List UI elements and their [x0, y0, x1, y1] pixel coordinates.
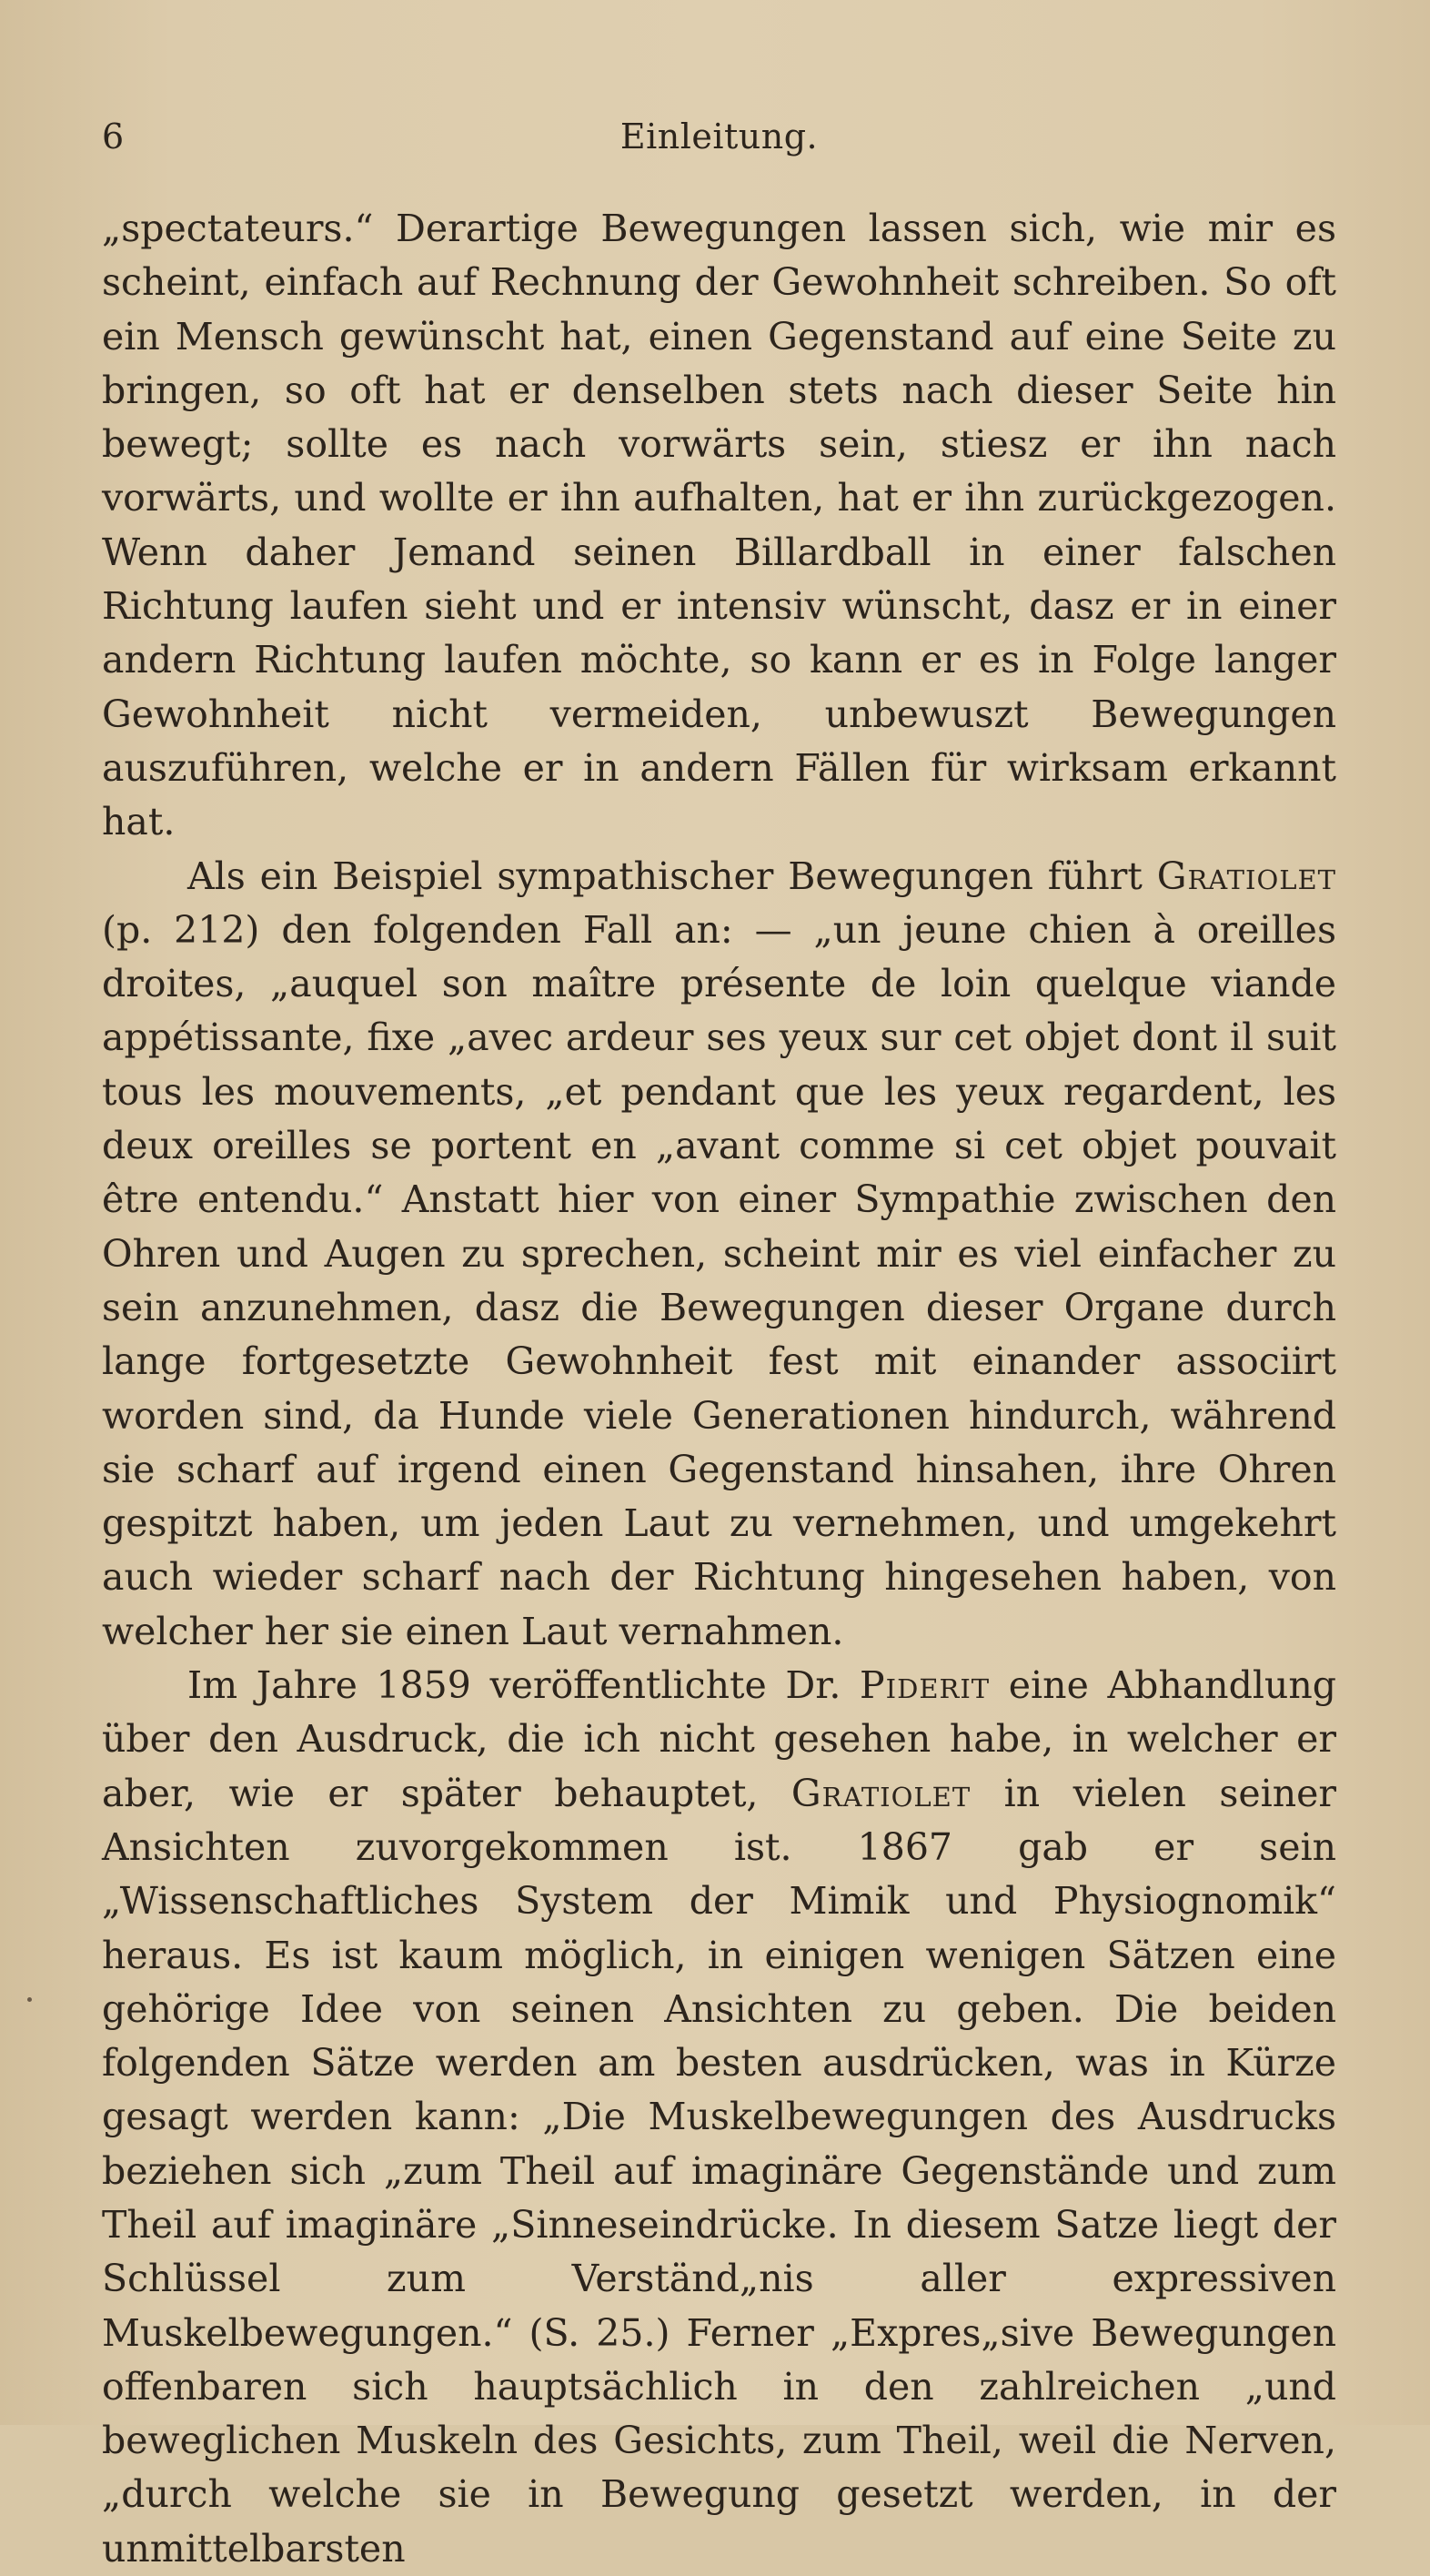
paragraph [102, 1659, 1336, 2576]
author-name: Piderit [860, 1663, 991, 1708]
author-name: Gratiolet [791, 1771, 972, 1815]
paragraph [102, 850, 1336, 1659]
text-run: eine Abhandlung über den Ausdruck, die ich nicht gesehen habe, in welcher er aber, wie er später behauptet, [102, 1663, 1336, 1815]
page-number: 6 [102, 116, 125, 157]
paper-speck [27, 1997, 32, 2002]
paragraph [102, 202, 1336, 850]
text-run: in vielen seiner Ansichten zuvorgekommen ist. 1867 gab er sein „Wissenschaftliches System der Mimik und Physiognomik“ heraus. Es ist kaum möglich, in einigen wenigen Sätzen eine gehörige Idee von seinen Ansichten zu geben. Die beiden folgenden Sätze werden am besten ausdrücken, was in Kürze gesagt werden kann: „Die Muskelbewegungen des Ausdrucks beziehen sich „zum Theil auf imaginäre Gegenstände und zum Theil auf imaginäre „Sinneseindrücke. In diesem Satze liegt der Schlüssel zum Verständ„nis aller expressiven Muskelbewegungen.“ (S. 25.) Ferner „Expres„sive Bewegungen offenbaren sich hauptsächlich in den zahlreichen „und beweglichen Muskeln des Gesichts, zum Theil, weil die Nerven, „durch welche sie in Bewegung gesetzt werden, in der unmittelbarsten [102, 1771, 1337, 2571]
text-run: (p. 212) den folgenden Fall an: — „un jeune chien à oreilles droites, „auquel son maître présente de loin quelque viande appétissante, fixe „avec ardeur ses yeux sur cet objet dont il suit tous les mouvements, „et pendant que les yeux regardent, les deux oreilles se portent en „avant comme si cet objet pouvait être entendu.“ Anstatt hier von einer Sympathie zwischen den Ohren und Augen zu sprechen, scheint mir es viel einfacher zu sein anzunehmen, dasz die Bewegungen dieser Organe durch lange fortgesetzte Gewohnheit fest mit einander associirt worden sind, da Hunde viele Generationen hindurch, während sie scharf auf irgend einen Gegenstand hinsahen, ihre Ohren gespitzt haben, um jeden Laut zu vernehmen, und umgekehrt auch wieder scharf nach der Richtung hingesehen haben, von welcher her sie einen Laut vernahmen. [102, 907, 1336, 1653]
running-head: Einleitung. [619, 116, 819, 157]
body-text [102, 202, 1336, 2576]
author-name: Gratiolet [1156, 854, 1336, 898]
page-header [102, 116, 1336, 167]
text-run: Im Jahre 1859 veröffentlichte Dr. [187, 1663, 861, 1708]
text-run: Als ein Beispiel sympathischer Bewegungen führt [187, 854, 1157, 898]
text-run: „spectateurs.“ Derartige Bewegungen lassen sich, wie mir es scheint, einfach auf Rechnung der Gewohnheit schreiben. So oft ein Mensch gewünscht hat, einen Gegenstand auf eine Seite zu bringen, so oft hat er denselben stets nach dieser Seite hin bewegt; sollte es nach vorwärts sein, stiesz er ihn nach vorwärts, und wollte er ihn aufhalten, hat er ihn zurückgezogen. Wenn daher Jemand seinen Billardball in einer falschen Richtung laufen sieht und er intensiv wünscht, dasz er in einer andern Richtung laufen möchte, so kann er es in Folge langer Gewohnheit nicht vermeiden, unbewuszt Bewegungen auszuführen, welche er in andern Fällen für wirksam erkannt hat. [102, 207, 1336, 844]
